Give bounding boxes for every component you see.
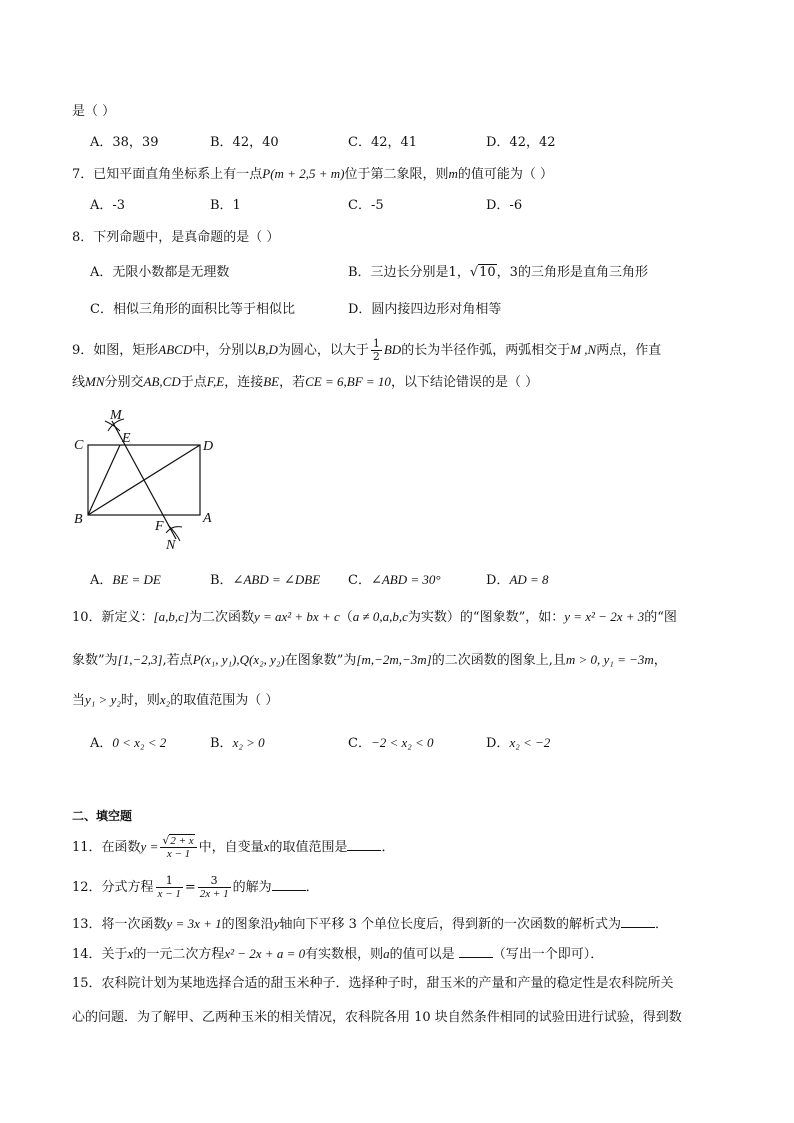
q12-stem: 12．分式方程 $\frac{1}{x - 1}$ = $\frac{3}{2x + 1}$ 的解为 ． (72, 874, 319, 900)
q10-line-2: 象数”为[1,−2,3],若点P(x₁, y₁),Q(x₂, y₂)在图象数”为[m,−2m,−3m]的二次函数的图象上,且m > 0, y₁ = −3m， (72, 652, 667, 668)
q11-stem: 11．在函数y = $\frac{√2 + x}{x - 1}$ 中，自变量x的取值范围是 ． (72, 834, 395, 860)
q10-option-c: C．−2 < x₂ < 0 (348, 735, 434, 751)
q13-answer-blank[interactable] (621, 915, 655, 928)
q7-stem: 7．已知平面直角坐标系上有一点P(m + 2,5 + m)位于第二象限，则m的值可能为（ ） (72, 166, 553, 182)
q12-answer-blank[interactable] (272, 878, 306, 891)
q14-stem: 14．关于x的一元二次方程x² − 2x + a = 0有实数根，则a的值可以是 （写出一个即可）． (72, 946, 604, 962)
q15-line-2: 心的问题．为了解甲、乙两种玉米的相关情况，农科院各用 10 块自然条件相同的试验田进行试验，得到数 (72, 1010, 682, 1025)
rectangle-figure (72, 405, 222, 550)
q10-line-1: 10．新定义：[a,b,c]为二次函数y = ax² + bx + c（a ≠ 0,a,b,c为实数）的“图象数”，如：y = x² − 2x + 3的“图 (72, 609, 677, 625)
q10-option-a: A．0 < x₂ < 2 (90, 735, 167, 751)
q7-option-b: B．1 (210, 198, 241, 213)
q14-answer-blank[interactable] (459, 945, 493, 958)
q7-option-c: C．-5 (348, 198, 384, 213)
q11-answer-blank[interactable] (347, 838, 381, 851)
q6-option-a: A．38，39 (90, 135, 159, 150)
q9-line-2: 线MN分别交AB,CD于点F,E，连接BE，若CE = 6,BF = 10，以下结论错误的是（ ） (72, 374, 539, 390)
label-a: A (203, 511, 212, 526)
q8-option-c: C．相似三角形的面积比等于相似比 (90, 302, 295, 317)
label-m: M (110, 408, 122, 423)
label-d: D (203, 439, 214, 454)
label-c: C (74, 438, 84, 453)
q10-line-3: 当y₁ > y₂时，则x₂的取值范围为（ ） (72, 692, 279, 708)
q9-option-d: D．AD = 8 (486, 572, 549, 588)
q6-tail: 是（ ） (72, 104, 116, 119)
q6-option-b: B．42，40 (210, 135, 279, 150)
q6-option-c: C．42，41 (348, 135, 418, 150)
label-e: E (122, 431, 131, 446)
q8-option-b: B．三边长分别是1，√10，3的三角形是直角三角形 (348, 265, 648, 280)
q9-option-c: C．∠ABD = 30° (348, 572, 441, 588)
q8-stem: 8．下列命题中，是真命题的是（ ） (72, 230, 280, 245)
q9-line-1: 9．如图，矩形ABCD中，分别以B,D为圆心，以大于 $\frac{1}{2}$ BD的长为半径作弧，两弧相交于M ,N两点，作直 (72, 337, 662, 363)
q8-option-a: A．无限小数都是无理数 (90, 265, 230, 280)
q15-line-1: 15．农科院计划为某地选择合适的甜玉米种子．选择种子时，甜玉米的产量和产量的稳定性是农科院所关 (72, 976, 674, 991)
q8-option-d: D．圆内接四边形对角相等 (348, 302, 502, 317)
label-b: B (74, 512, 83, 527)
q10-option-b: B．x₂ > 0 (210, 735, 265, 751)
q6-option-d: D．42，42 (486, 135, 556, 150)
q7-option-a: A．-3 (90, 198, 126, 213)
q7-option-d: D．-6 (486, 198, 523, 213)
label-n: N (166, 538, 176, 550)
q13-stem: 13．将一次函数y = 3x + 1的图象沿y轴向下平移 3 个单位长度后，得到新的一次函数的解析式为 ． (72, 916, 668, 932)
q9-option-b: B．∠ABD = ∠DBE (210, 572, 321, 588)
q9-option-a: A．BE = DE (90, 572, 161, 588)
q10-option-d: D．x₂ < −2 (486, 735, 551, 751)
label-f: F (155, 519, 164, 534)
section-heading: 二、填空题 (72, 809, 133, 823)
